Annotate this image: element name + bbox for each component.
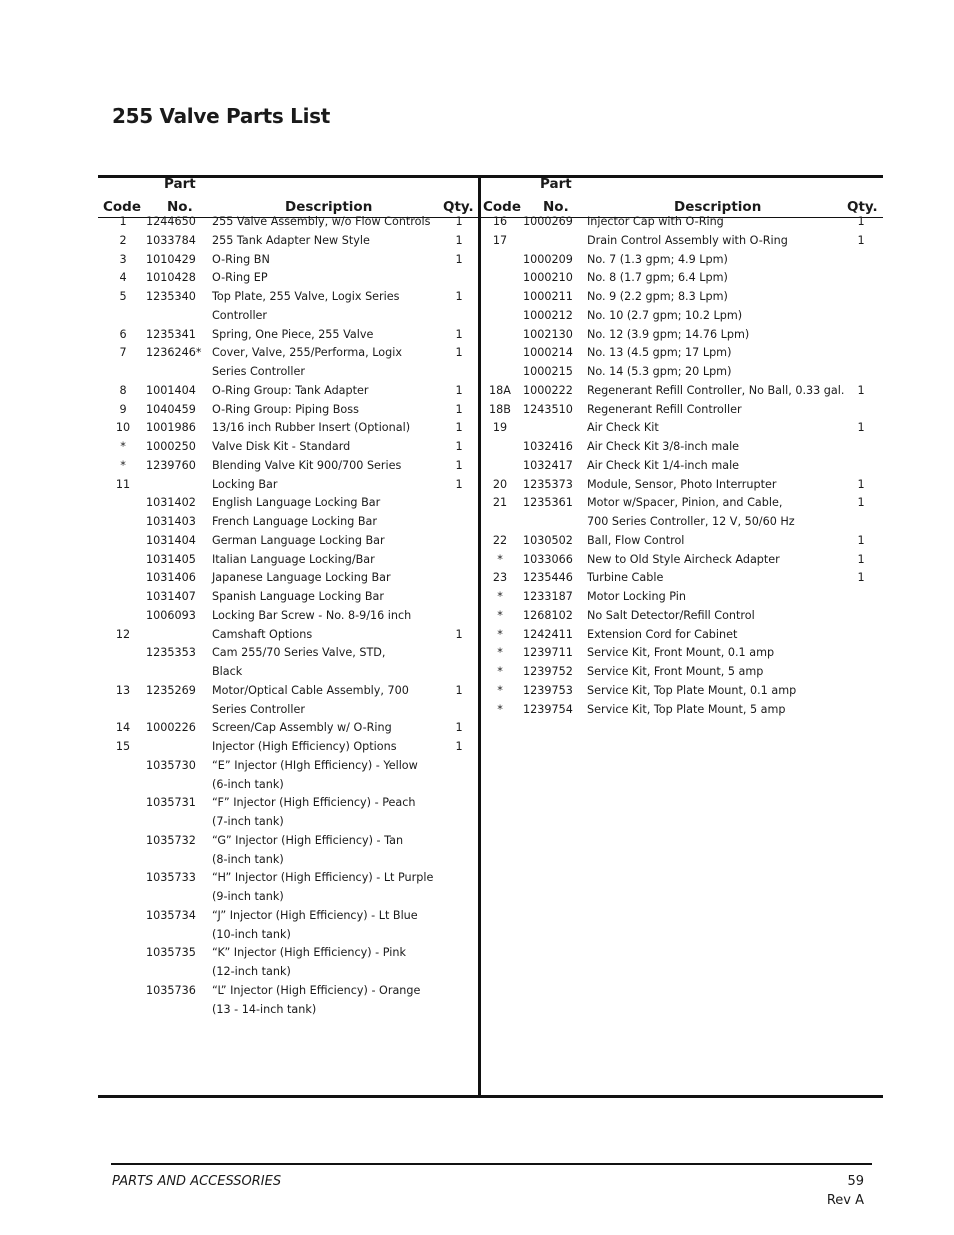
code-cell: * (497, 646, 503, 660)
description-cell: “L” Injector (High Efficiency) - Orange (212, 983, 421, 997)
part-number-cell: 1000215 (523, 365, 573, 378)
qty-cell: 1 (857, 533, 865, 547)
table-row (98, 794, 478, 813)
table-row (98, 851, 478, 870)
part-number-cell: 1235373 (523, 477, 573, 491)
description-cell: “G” Injector (High Efficiency) - Tan (212, 833, 404, 847)
code-cell: 7 (119, 346, 127, 360)
description-cell: Japanese Language Locking Bar (212, 571, 391, 585)
description-cell: No. 8 (1.7 gpm; 6.4 Lpm) (587, 271, 728, 285)
code-cell: 15 (115, 740, 131, 753)
table-row (98, 213, 478, 232)
table-row (98, 663, 478, 682)
description-cell: Black (212, 665, 243, 678)
table-row (481, 363, 883, 382)
description-cell: Screen/Cap Assembly w/ O-Ring (212, 721, 392, 735)
description-cell: Motor w/Spacer, Pinion, and Cable, (587, 496, 783, 510)
table-row (481, 213, 883, 232)
qty-cell: 1 (857, 233, 865, 247)
code-cell: 12 (115, 627, 131, 641)
qty-cell: 1 (455, 402, 463, 416)
description-cell: Spring, One Piece, 255 Valve (212, 327, 374, 341)
description-cell: No. 7 (1.3 gpm; 4.9 Lpm) (587, 252, 728, 266)
qty-cell: 1 (857, 552, 865, 566)
part-number-cell: 1035736 (146, 983, 196, 997)
part-number-cell: 1244650 (146, 215, 196, 228)
qty-cell: 1 (857, 215, 865, 228)
description-cell: (9-inch tank) (212, 890, 284, 903)
code-cell: * (497, 627, 503, 641)
part-number-cell: 1268102 (523, 608, 573, 622)
part-number-cell: 1006093 (146, 608, 196, 622)
footer-revision: Rev A (826, 1193, 864, 1208)
part-number-cell: 1035732 (146, 833, 196, 847)
part-number-cell: 1235446 (523, 571, 573, 585)
footer-rule (111, 1163, 872, 1165)
table-row (98, 776, 478, 795)
description-cell: Extension Cord for Cabinet (587, 627, 738, 641)
description-cell: Blending Valve Kit 900/700 Series (212, 458, 402, 472)
left-header-part: Part (164, 176, 196, 192)
table-row (481, 551, 883, 570)
part-number-cell: 1235341 (146, 327, 196, 341)
part-number-cell: 1000250 (146, 440, 196, 453)
table-row (98, 438, 478, 457)
table-row (98, 401, 478, 420)
description-cell: Ball, Flow Control (587, 533, 685, 547)
table-row (481, 382, 883, 401)
part-number-cell: 1035734 (146, 908, 196, 922)
qty-cell: 1 (455, 458, 463, 472)
table-row (481, 344, 883, 363)
part-number-cell: 1000210 (523, 271, 573, 285)
code-cell: 1 (119, 215, 127, 228)
description-cell: Regenerant Refill Controller, No Ball, 0.33 gal. (587, 383, 845, 397)
table-row (98, 926, 478, 945)
description-cell: Regenerant Refill Controller (587, 402, 742, 416)
description-cell: Locking Bar Screw - No. 8-9/16 inch (212, 608, 412, 622)
table-row (98, 363, 478, 382)
qty-cell: 1 (857, 477, 865, 491)
table-row (481, 626, 883, 645)
code-cell: 20 (492, 477, 508, 491)
part-number-cell: 1001404 (146, 383, 196, 397)
table-row (481, 476, 883, 495)
code-cell: * (497, 590, 503, 603)
table-row (98, 419, 478, 438)
parts-table (98, 175, 883, 1098)
part-number-cell: 1031403 (146, 515, 196, 528)
code-cell: 3 (119, 252, 127, 266)
table-row (481, 663, 883, 682)
table-row (98, 494, 478, 513)
code-cell: * (120, 440, 126, 453)
description-cell: O-Ring Group: Tank Adapter (212, 383, 369, 397)
description-cell: English Language Locking Bar (212, 496, 381, 510)
table-row (481, 419, 883, 438)
table-row (481, 326, 883, 345)
description-cell: Series Controller (212, 365, 305, 378)
description-cell: German Language Locking Bar (212, 533, 385, 547)
description-cell: Turbine Cable (587, 571, 664, 585)
description-cell: Service Kit, Front Mount, 5 amp (587, 665, 764, 678)
right-header-description: Description (674, 199, 762, 215)
right-header-part: Part (540, 176, 572, 192)
qty-cell: 1 (455, 233, 463, 247)
table-row (481, 588, 883, 607)
part-number-cell: 1031402 (146, 496, 196, 510)
table-row (481, 401, 883, 420)
part-number-cell: 1031405 (146, 552, 196, 566)
description-cell: Service Kit, Top Plate Mount, 5 amp (587, 702, 786, 716)
description-cell: Series Controller (212, 702, 305, 716)
code-cell: 2 (119, 233, 127, 247)
description-cell: (10-inch tank) (212, 927, 291, 941)
description-cell: (13 - 14-inch tank) (212, 1002, 317, 1016)
table-row (98, 738, 478, 757)
code-cell: 17 (492, 233, 508, 247)
description-cell: (6-inch tank) (212, 777, 284, 791)
table-row (98, 682, 478, 701)
right-header-qty: Qty. (847, 199, 878, 215)
part-number-cell: 1239754 (523, 702, 573, 716)
right-header-code: Code (483, 199, 522, 215)
code-cell: * (497, 702, 503, 716)
description-cell: Injector (High Efficiency) Options (212, 740, 397, 753)
footer-section: PARTS AND ACCESSORIES (112, 1174, 282, 1189)
footer-page-number: 59 (847, 1174, 864, 1189)
part-number-cell: 1235353 (146, 646, 196, 660)
description-cell: O-Ring Group: Piping Boss (212, 402, 359, 416)
table-row (98, 382, 478, 401)
description-cell: Italian Language Locking/Bar (212, 552, 375, 566)
description-cell: Cover, Valve, 255/Performa, Logix (212, 346, 402, 360)
description-cell: “H” Injector (High Efficiency) - Lt Purple (212, 871, 434, 885)
left-header-qty: Qty. (443, 199, 474, 215)
table-row (98, 982, 478, 1001)
description-cell: No. 13 (4.5 gpm; 17 Lpm) (587, 346, 732, 360)
code-cell: * (497, 552, 503, 566)
part-number-cell: 1033066 (523, 552, 573, 566)
description-cell: Air Check Kit 3/8-inch male (587, 440, 740, 453)
description-cell: No Salt Detector/Refill Control (587, 608, 755, 622)
part-number-cell: 1031407 (146, 590, 196, 603)
part-number-cell: 1236246* (146, 346, 202, 360)
description-cell: 255 Tank Adapter New Style (212, 233, 370, 247)
description-cell: Spanish Language Locking Bar (212, 590, 384, 603)
table-bottom-rule (98, 1095, 883, 1098)
table-row (98, 944, 478, 963)
description-cell: Motor/Optical Cable Assembly, 700 (212, 683, 409, 697)
table-row (98, 832, 478, 851)
table-row (481, 457, 883, 476)
table-row (98, 607, 478, 626)
qty-cell: 1 (455, 440, 463, 453)
qty-cell: 1 (857, 383, 865, 397)
part-number-cell: 1243510 (523, 402, 573, 416)
table-row (98, 626, 478, 645)
qty-cell: 1 (455, 215, 463, 228)
table-row (481, 307, 883, 326)
part-number-cell: 1235269 (146, 683, 196, 697)
table-row (481, 232, 883, 251)
table-row (98, 269, 478, 288)
code-cell: 23 (492, 571, 508, 585)
part-number-cell: 1239760 (146, 458, 196, 472)
code-cell: 19 (492, 421, 508, 435)
qty-cell: 1 (857, 421, 865, 435)
table-row (98, 476, 478, 495)
table-row (481, 288, 883, 307)
table-row (481, 644, 883, 663)
table-row (98, 644, 478, 663)
table-row (98, 719, 478, 738)
code-cell: 14 (115, 721, 131, 735)
code-cell: 11 (115, 477, 131, 491)
qty-cell: 1 (857, 571, 865, 585)
description-cell: (8-inch tank) (212, 852, 284, 866)
table-row (481, 682, 883, 701)
table-row (98, 813, 478, 832)
table-row (98, 757, 478, 776)
qty-cell: 1 (455, 683, 463, 697)
part-number-cell: 1000222 (523, 383, 573, 397)
table-row (98, 963, 478, 982)
table-row (98, 307, 478, 326)
part-number-cell: 1242411 (523, 627, 573, 641)
description-cell: 13/16 inch Rubber Insert (Optional) (212, 421, 411, 435)
code-cell: 13 (115, 683, 131, 697)
description-cell: No. 14 (5.3 gpm; 20 Lpm) (587, 365, 732, 378)
qty-cell: 1 (455, 627, 463, 641)
table-row (98, 588, 478, 607)
table-row (98, 344, 478, 363)
description-cell: Air Check Kit (587, 421, 659, 435)
part-number-cell: 1010429 (146, 252, 196, 266)
part-number-cell: 1032417 (523, 458, 573, 472)
description-cell: Controller (212, 308, 268, 322)
part-number-cell: 1040459 (146, 402, 196, 416)
code-cell: 9 (119, 402, 127, 416)
code-cell: 10 (115, 421, 131, 435)
code-cell: 21 (492, 496, 508, 510)
table-row (98, 569, 478, 588)
code-cell: 4 (119, 271, 127, 285)
code-cell: * (497, 665, 503, 678)
code-cell: * (497, 608, 503, 622)
description-cell: Locking Bar (212, 477, 278, 491)
description-cell: No. 12 (3.9 gpm; 14.76 Lpm) (587, 327, 750, 341)
part-number-cell: 1031404 (146, 533, 196, 547)
description-cell: Module, Sensor, Photo Interrupter (587, 477, 777, 491)
table-row (98, 888, 478, 907)
qty-cell: 1 (455, 290, 463, 303)
description-cell: Cam 255/70 Series Valve, STD, (212, 646, 386, 660)
description-cell: Injector Cap with O-Ring (587, 215, 724, 228)
part-number-cell: 1002130 (523, 327, 573, 341)
description-cell: O-Ring BN (212, 252, 270, 266)
code-cell: 6 (119, 327, 127, 341)
part-number-cell: 1235340 (146, 290, 196, 303)
part-number-cell: 1000226 (146, 721, 196, 735)
qty-cell: 1 (455, 477, 463, 491)
description-cell: Camshaft Options (212, 627, 313, 641)
description-cell: “E” Injector (HIgh Efficiency) - Yellow (212, 758, 418, 772)
part-number-cell: 1239752 (523, 665, 573, 678)
part-number-cell: 1033784 (146, 233, 196, 247)
description-cell: No. 10 (2.7 gpm; 10.2 Lpm) (587, 308, 743, 322)
right-header-no: No. (543, 199, 569, 215)
table-row (98, 232, 478, 251)
part-number-cell: 1030502 (523, 533, 573, 547)
table-row (98, 907, 478, 926)
code-cell: 18A (489, 383, 511, 397)
table-row (481, 494, 883, 513)
description-cell: Air Check Kit 1/4-inch male (587, 458, 740, 472)
table-row (98, 869, 478, 888)
code-cell: 8 (119, 383, 127, 397)
table-row (481, 251, 883, 270)
qty-cell: 1 (455, 346, 463, 360)
qty-cell: 1 (455, 327, 463, 341)
description-cell: Motor Locking Pin (587, 590, 686, 603)
code-cell: * (120, 458, 126, 472)
part-number-cell: 1239753 (523, 683, 573, 697)
left-header-no: No. (167, 199, 193, 215)
page-title: 255 Valve Parts List (112, 104, 330, 128)
part-number-cell: 1035731 (146, 796, 196, 810)
part-number-cell: 1031406 (146, 571, 196, 585)
table-row (98, 532, 478, 551)
description-cell: Drain Control Assembly with O-Ring (587, 233, 788, 247)
description-cell: Valve Disk Kit - Standard (212, 440, 351, 453)
part-number-cell: 1000211 (523, 290, 573, 303)
description-cell: O-Ring EP (212, 271, 268, 285)
qty-cell: 1 (455, 383, 463, 397)
code-cell: * (497, 683, 503, 697)
part-number-cell: 1000269 (523, 215, 573, 228)
table-row (481, 438, 883, 457)
table-row (481, 701, 883, 720)
part-number-cell: 1000212 (523, 308, 573, 322)
part-number-cell: 1239711 (523, 646, 573, 660)
code-cell: 18B (489, 402, 511, 416)
table-row (98, 551, 478, 570)
code-cell: 16 (492, 215, 508, 228)
part-number-cell: 1035730 (146, 758, 196, 772)
table-top-rule (98, 175, 883, 178)
qty-cell: 1 (455, 740, 463, 753)
part-number-cell: 1000209 (523, 252, 573, 266)
qty-cell: 1 (455, 421, 463, 435)
qty-cell: 1 (455, 252, 463, 266)
description-cell: “F” Injector (High Efficiency) - Peach (212, 796, 416, 810)
description-cell: New to Old Style Aircheck Adapter (587, 552, 780, 566)
qty-cell: 1 (455, 721, 463, 735)
table-row (98, 251, 478, 270)
part-number-cell: 1032416 (523, 440, 573, 453)
description-cell: French Language Locking Bar (212, 515, 378, 528)
table-row (98, 701, 478, 720)
table-row (98, 457, 478, 476)
code-cell: 22 (492, 533, 508, 547)
left-header-description: Description (285, 199, 373, 215)
description-cell: 700 Series Controller, 12 V, 50/60 Hz (587, 515, 795, 528)
table-row (98, 326, 478, 345)
part-number-cell: 1233187 (523, 590, 573, 603)
table-row (481, 513, 883, 532)
table-row (98, 513, 478, 532)
description-cell: 255 Valve Assembly, w/o Flow Controls (212, 215, 431, 228)
table-row (481, 569, 883, 588)
part-number-cell: 1035733 (146, 871, 196, 885)
code-cell: 5 (119, 290, 127, 303)
left-header-code: Code (103, 199, 142, 215)
description-cell: “J” Injector (High Efficiency) - Lt Blue (212, 908, 418, 922)
part-number-cell: 1000214 (523, 346, 573, 360)
description-cell: Service Kit, Front Mount, 0.1 amp (587, 646, 775, 660)
description-cell: Service Kit, Top Plate Mount, 0.1 amp (587, 683, 797, 697)
description-cell: “K” Injector (High Efficiency) - Pink (212, 946, 406, 960)
description-cell: Top Plate, 255 Valve, Logix Series (212, 290, 400, 303)
table-row (481, 607, 883, 626)
table-row (481, 532, 883, 551)
description-cell: (12-inch tank) (212, 965, 291, 978)
part-number-cell: 1235361 (523, 496, 573, 510)
table-row (98, 288, 478, 307)
qty-cell: 1 (857, 496, 865, 510)
part-number-cell: 1010428 (146, 271, 196, 285)
description-cell: (7-inch tank) (212, 815, 284, 828)
description-cell: No. 9 (2.2 gpm; 8.3 Lpm) (587, 290, 728, 303)
part-number-cell: 1035735 (146, 946, 196, 960)
table-row (481, 269, 883, 288)
part-number-cell: 1001986 (146, 421, 196, 435)
table-row (98, 1001, 478, 1020)
